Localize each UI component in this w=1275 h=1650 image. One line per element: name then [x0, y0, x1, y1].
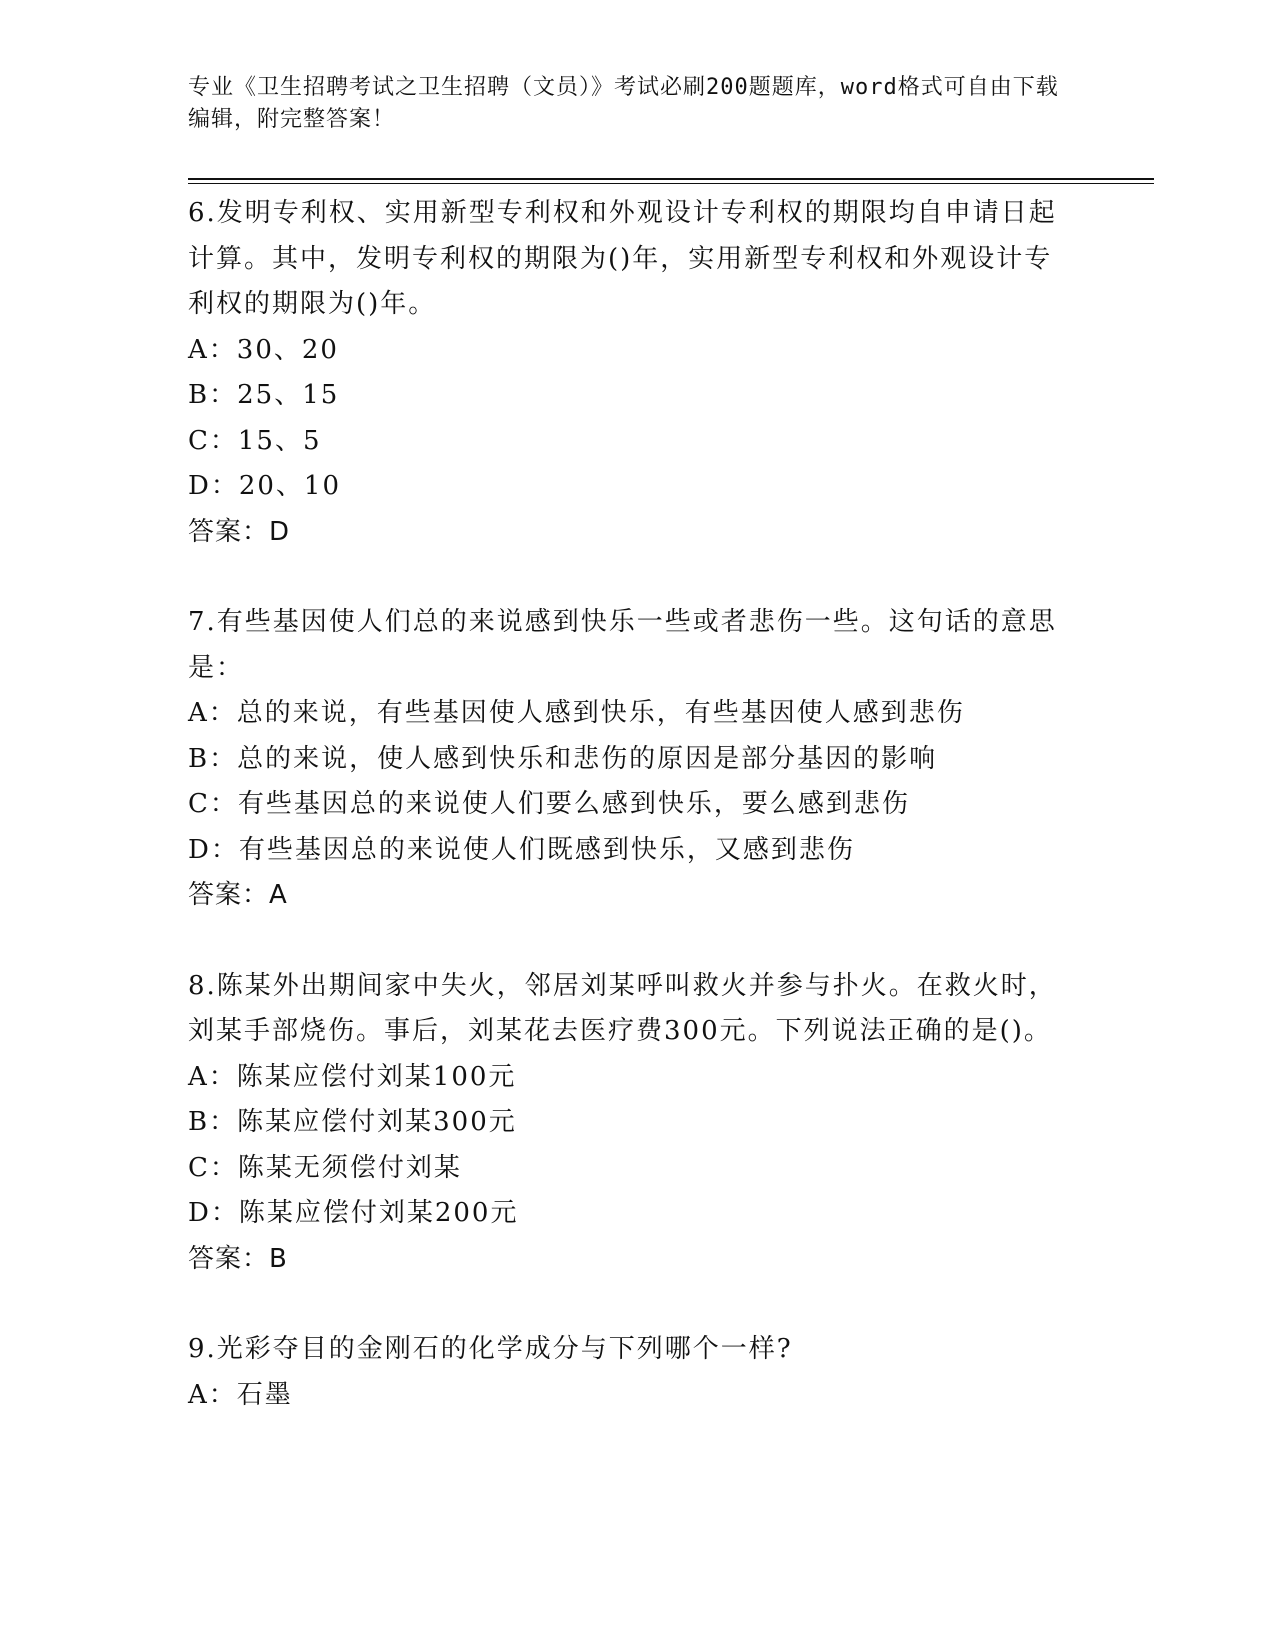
question-list	[188, 191, 1068, 1463]
question-stem: 8.陈某外出期间家中失火，邻居刘某呼叫救火并参与扑火。在救火时，刘某手部烧伤。事后，刘某花去医疗费300元。下列说法正确的是()。	[188, 970, 1057, 1046]
document-header: 专业《卫生招聘考试之卫生招聘（文员）》考试必刷200题题库，word格式可自由下载编辑，附完整答案！	[188, 75, 1059, 132]
header-divider-thin	[188, 183, 1154, 184]
option-b: B：陈某应偿付刘某300元	[188, 1107, 517, 1137]
answer: 答案：B	[188, 1243, 288, 1274]
header-divider-thick	[188, 178, 1154, 180]
question-8	[188, 964, 1068, 1283]
option-a: A：陈某应偿付刘某100元	[188, 1061, 517, 1092]
question-stem: 9.光彩夺目的金刚石的化学成分与下列哪个一样?	[188, 1334, 793, 1364]
option-d: D：陈某应偿付刘某200元	[188, 1198, 519, 1228]
answer: 答案：A	[188, 880, 288, 910]
option-c: C：有些基因总的来说使人们要么感到快乐，要么感到悲伤	[188, 789, 910, 819]
option-a: A：总的来说，有些基因使人感到快乐，有些基因使人感到悲伤	[188, 698, 965, 728]
question-7	[188, 600, 1068, 919]
option-c: C：15、5	[188, 425, 322, 456]
option-d: D：有些基因总的来说使人们既感到快乐，又感到悲伤	[188, 834, 855, 865]
question-stem: 7.有些基因使人们总的来说感到快乐一些或者悲伤一些。这句话的意思是：	[188, 607, 1057, 683]
option-a: A：石墨	[188, 1379, 293, 1410]
option-b: B：25、15	[188, 380, 340, 410]
question-9	[188, 1327, 1068, 1418]
option-a: A：30、20	[188, 334, 339, 365]
option-c: C：陈某无须偿付刘某	[188, 1152, 462, 1183]
option-b: B：总的来说，使人感到快乐和悲伤的原因是部分基因的影响	[188, 743, 938, 774]
option-d: D：20、10	[188, 471, 342, 501]
answer: 答案：D	[188, 516, 291, 547]
question-stem: 6.发明专利权、实用新型专利权和外观设计专利权的期限均自申请日起计算。其中，发明专利权的期限为()年，实用新型专利权和外观设计专利权的期限为()年。	[188, 198, 1057, 319]
question-6	[188, 191, 1068, 555]
